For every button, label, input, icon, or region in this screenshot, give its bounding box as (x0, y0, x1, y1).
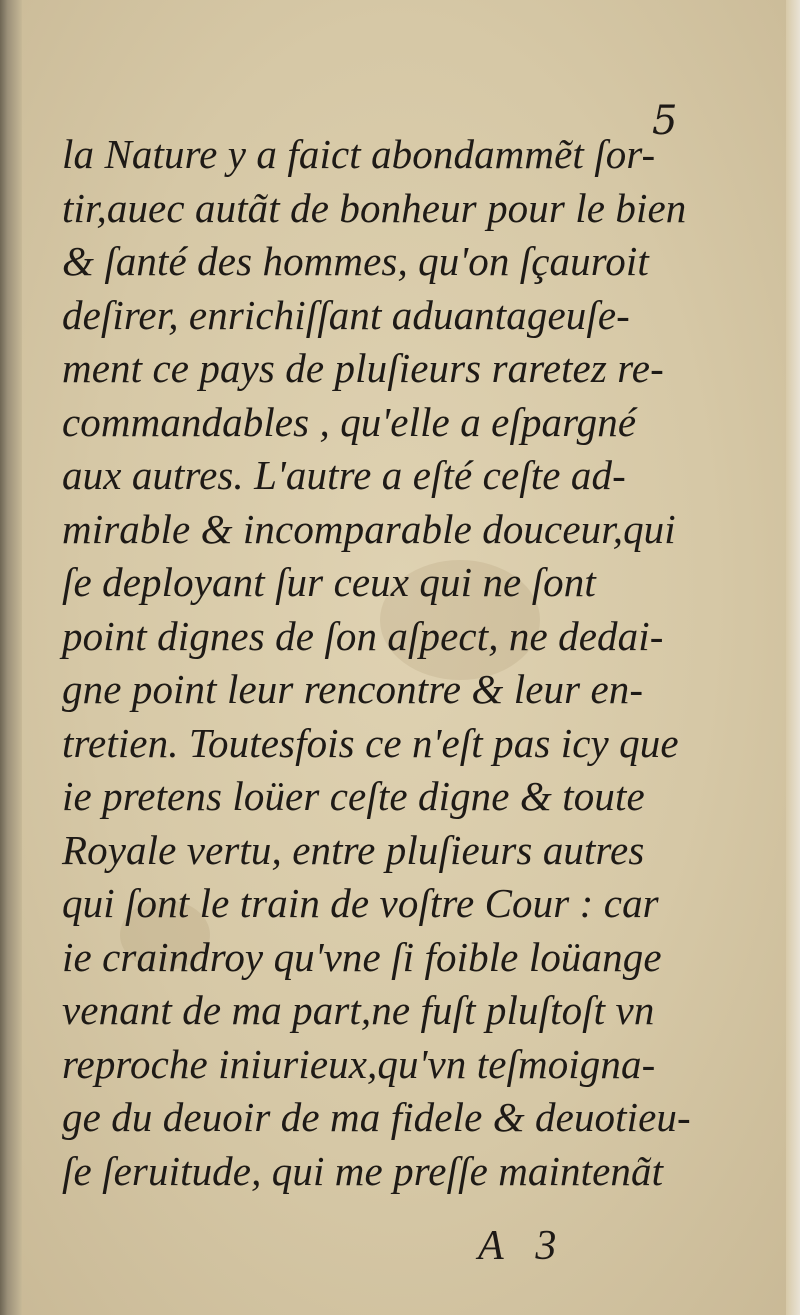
text-line: qui ſont le train de voſtre Cour : car (62, 880, 659, 926)
text-line: tretien. Toutesfois ce n'eſt pas icy que (62, 719, 679, 766)
page-number: 5 (652, 98, 678, 144)
text-line: ge du deuoir de ma fidele & deuotieu- (62, 1094, 691, 1140)
text-line: commandables , qu'elle a eſpargné (62, 398, 637, 445)
text-line: ie craindroy qu'vne ſi foible loüange (62, 933, 662, 980)
body-text (62, 128, 702, 1198)
text-line: ment ce pays de pluſieurs raretez re- (62, 345, 664, 391)
text-line: deſirer, enrichiſſant aduantageuſe- (62, 291, 630, 338)
text-line: tir,auec autãt de bonheur pour le bien (62, 184, 687, 231)
page-edge (786, 0, 800, 1315)
text-line: aux autres. L'autre a eſté ceſte ad- (62, 452, 626, 498)
text-line: ſe ſeruitude, qui me preſſe maintenãt (62, 1147, 664, 1194)
text-line: la Nature y a faict abondammẽt ſor- (62, 131, 656, 177)
text-line: mirable & incomparable douceur,qui (62, 505, 676, 552)
binding-gutter (0, 0, 22, 1315)
text-line: & ſanté des hommes, qu'on ſçauroit (62, 238, 649, 284)
text-line: Royale vertu, entre pluſieurs autres (62, 826, 645, 873)
signature-mark: A 3 (478, 1223, 557, 1269)
text-line: gne point leur rencontre & leur en- (62, 666, 644, 712)
text-line: point dignes de ſon aſpect, ne dedai- (62, 612, 664, 659)
text-line: ſe deployant ſur ceux qui ne ſont (62, 559, 596, 605)
text-line: reproche iniurieux,qu'vn teſmoigna- (62, 1040, 656, 1087)
text-line: ie pretens loüer ceſte digne & toute (62, 773, 645, 819)
text-line: venant de ma part,ne fuſt pluſtoſt vn (62, 987, 655, 1033)
